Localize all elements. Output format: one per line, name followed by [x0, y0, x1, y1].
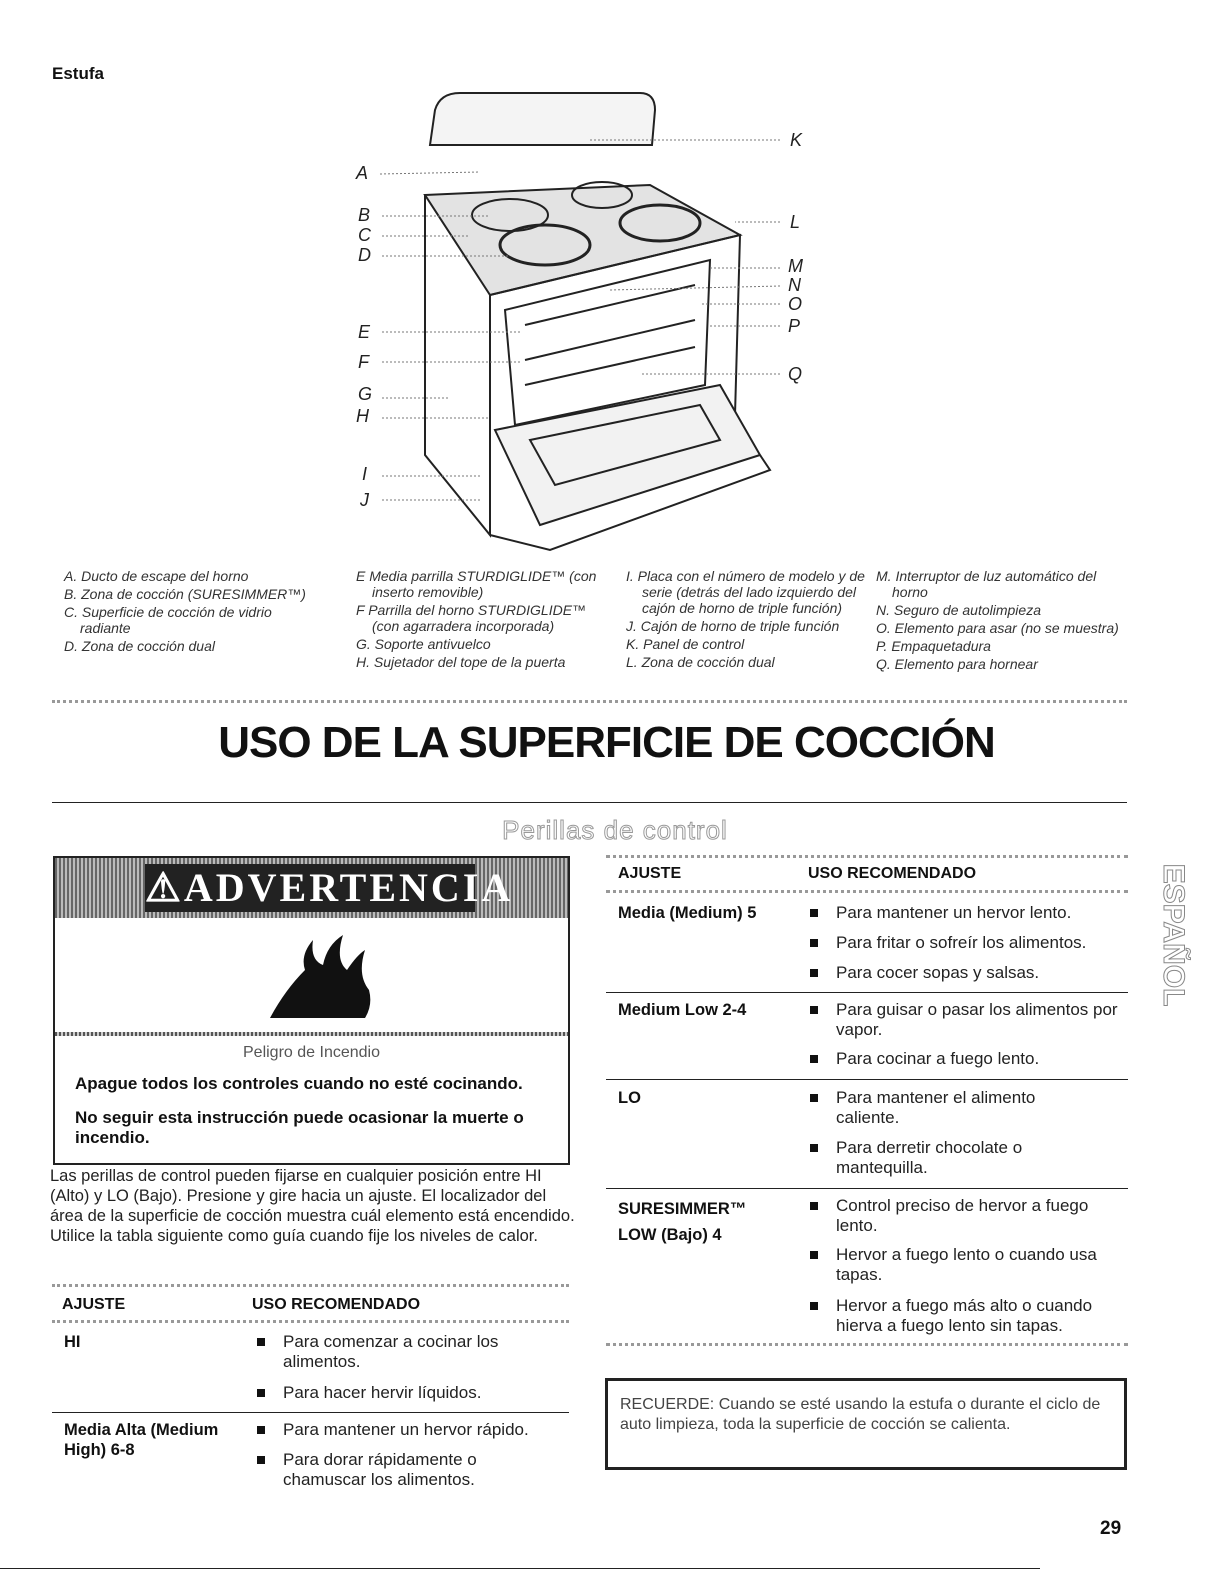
fire-icon	[265, 930, 375, 1020]
legend-item: C. Superficie de cocción de vidrio radiante	[64, 604, 272, 636]
table-rule	[606, 890, 1128, 893]
column-header-setting: AJUSTE	[618, 865, 682, 882]
legend-item: H. Sujetador del tope de la puerta	[356, 654, 566, 670]
callout-g: G	[358, 384, 373, 404]
legend-item: A. Ducto de escape del horno	[64, 568, 249, 584]
callout-p: P	[788, 316, 801, 336]
section-label: Estufa	[52, 64, 104, 83]
table-bullet: Para mantener un hervor rápido.	[283, 1420, 563, 1440]
callout-b: B	[358, 205, 371, 225]
warning-line-1: Apague todos los controles cuando no esté cocinando.	[75, 1074, 523, 1093]
callout-l: L	[790, 212, 801, 232]
table-row-divider	[606, 1188, 1128, 1189]
callout-q: Q	[788, 364, 803, 384]
table-bullet: Para fritar o sofreír los alimentos.	[836, 933, 1121, 953]
table-bullet: Para mantener el alimento caliente.	[836, 1088, 1096, 1128]
table-bullet: Para cocinar a fuego lento.	[836, 1049, 1121, 1069]
leader-lines	[370, 130, 790, 530]
legend-column-4	[876, 568, 1126, 674]
legend-item: E Media parrilla STURDIGLIDE™ (con inserto removible)	[356, 568, 597, 600]
callout-h: H	[356, 406, 369, 426]
warning-line-2: No seguir esta instrucción puede ocasionar la muerte o incendio.	[75, 1108, 524, 1147]
legend-item: I. Placa con el número de modelo y de serie (detrás del lado izquierdo del cajón de horno de triple función)	[626, 568, 865, 616]
legend-item: F Parrilla del horno STURDIGLIDE™ (con agarradera incorporada)	[356, 602, 587, 634]
callout-a: A	[356, 163, 369, 183]
reminder-box	[605, 1378, 1127, 1470]
callout-k: K	[790, 130, 803, 150]
legend-column-1	[64, 568, 324, 656]
reminder-label: RECUERDE:	[620, 1396, 715, 1413]
divider	[52, 802, 1127, 803]
table-row-divider	[606, 1079, 1128, 1080]
table-row-label: Medium Low 2-4	[618, 1001, 747, 1019]
callout-n: N	[788, 275, 801, 295]
table-bullet: Para dorar rápidamente o chamuscar los alimentos.	[283, 1450, 513, 1490]
table-bullet: Para cocer sopas y salsas.	[836, 963, 1121, 983]
legend-item: N. Seguro de autolimpieza	[876, 602, 1041, 618]
divider	[52, 700, 1127, 703]
callout-d: D	[358, 245, 371, 265]
reminder-text: Cuando se esté usando la estufa o durante el ciclo de auto limpieza, toda la superficie de cocción se calienta.	[620, 1396, 1101, 1433]
callout-c: C	[358, 225, 371, 245]
table-row-label: Media Alta (Medium High) 6-8	[64, 1421, 219, 1459]
legend-item: B. Zona de cocción (SURESIMMER™)	[64, 586, 306, 602]
table-rule	[52, 1284, 569, 1287]
legend-item: O. Elemento para asar (no se muestra)	[876, 620, 1119, 636]
table-row-label: LO	[618, 1089, 641, 1107]
table-row-label: HI	[64, 1333, 81, 1351]
column-header-use: USO RECOMENDADO	[808, 865, 977, 882]
table-bullet: Para hacer hervir líquidos.	[283, 1383, 563, 1403]
callout-f: F	[358, 352, 369, 372]
legend-item: J. Cajón de horno de triple función	[626, 618, 840, 634]
table-row-label: SURESIMMER™ LOW (Bajo) 4	[618, 1200, 747, 1244]
legend-item: P. Empaquetadura	[876, 638, 991, 654]
table-rule	[52, 1320, 569, 1323]
legend-item: K. Panel de control	[626, 636, 745, 652]
side-tab	[1152, 810, 1192, 1060]
table-row-divider	[52, 1412, 569, 1413]
warning-divider	[55, 1032, 568, 1036]
legend-item: G. Soporte antivuelco	[356, 636, 491, 652]
table-row-label: Media (Medium) 5	[618, 904, 757, 922]
table-bullet: Para derretir chocolate o mantequilla.	[836, 1138, 1096, 1178]
warning-header-label: ⚠ADVERTENCIA	[145, 865, 514, 910]
table-row-divider	[606, 992, 1128, 993]
table-bullet: Para mantener un hervor lento.	[836, 903, 1121, 923]
warning-box	[53, 856, 570, 1165]
callout-e: E	[358, 322, 371, 342]
legend-item: M. Interruptor de luz automático del horno	[876, 568, 1097, 600]
callout-o: O	[788, 294, 803, 314]
column-header-setting: AJUSTE	[62, 1296, 126, 1313]
page-bottom-rule	[0, 1568, 1040, 1569]
warning-triangle-icon: ⚠	[145, 865, 184, 910]
column-header-use: USO RECOMENDADO	[252, 1296, 421, 1313]
table-bullet: Para comenzar a cocinar los alimentos.	[283, 1332, 563, 1372]
legend-column-3	[626, 568, 866, 672]
callout-m: M	[788, 256, 803, 276]
table-rule	[606, 855, 1128, 858]
callout-i: I	[362, 464, 368, 484]
legend-item: L. Zona de cocción dual	[626, 654, 775, 670]
legend-column-2	[356, 568, 616, 672]
table-bullet: Hervor a fuego más alto o cuando hierva a fuego lento sin tapas.	[836, 1296, 1121, 1336]
legend-item: Q. Elemento para hornear	[876, 656, 1038, 672]
intro-paragraph: Las perillas de control pueden fijarse en cualquier posición entre HI (Alto) y LO (Bajo). Presione y gire hacia un ajuste. El localizador del área de la superficie de cocción muestra cuál elemento está encendido. Utilice la tabla siguiente como guía cuando fije los niveles de calor.	[50, 1167, 575, 1245]
side-tab-label: ESPAÑOL	[1157, 863, 1191, 1007]
page-number: 29	[1100, 1518, 1122, 1539]
table-bullet: Hervor a fuego lento o cuando usa tapas.	[836, 1245, 1121, 1285]
table-rule	[606, 1343, 1128, 1346]
main-title: USO DE LA SUPERFICIE DE COCCIÓN	[218, 718, 995, 767]
table-bullet: Control preciso de hervor a fuego lento.	[836, 1196, 1121, 1236]
legend-item: D. Zona de cocción dual	[64, 638, 215, 654]
callout-j: J	[360, 490, 369, 510]
subtitle: Perillas de control	[502, 815, 728, 845]
hazard-title: Peligro de Incendio	[243, 1044, 380, 1061]
warning-header	[55, 858, 568, 918]
table-bullet: Para guisar o pasar los alimentos por vapor.	[836, 1000, 1121, 1040]
